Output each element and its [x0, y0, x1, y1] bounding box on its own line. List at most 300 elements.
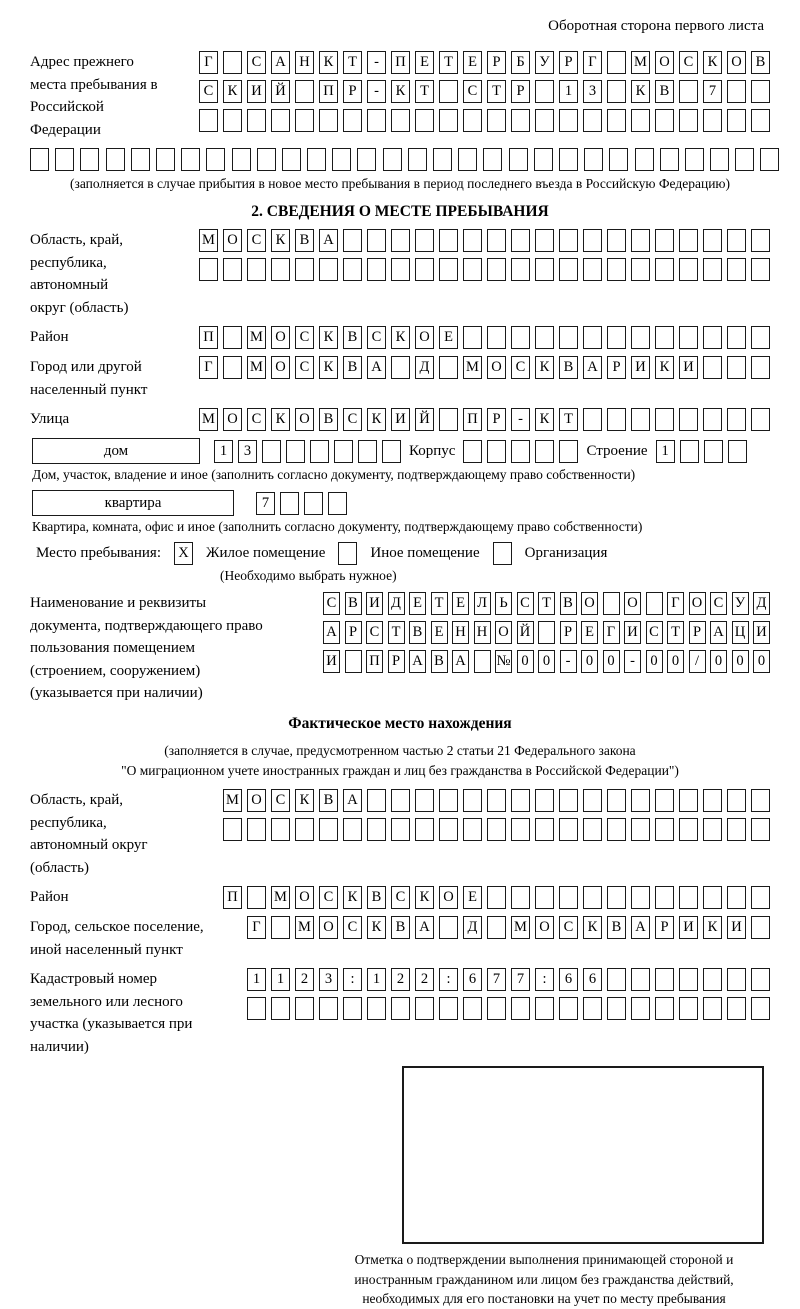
char-box[interactable]	[538, 621, 555, 644]
char-box[interactable]	[535, 997, 554, 1020]
char-box[interactable]	[607, 968, 626, 991]
char-box[interactable]	[631, 997, 650, 1020]
char-box[interactable]	[487, 886, 506, 909]
char-box[interactable]	[607, 109, 626, 132]
char-box[interactable]	[631, 326, 650, 349]
char-box[interactable]	[727, 229, 746, 252]
char-box[interactable]: X	[174, 542, 193, 565]
char-box[interactable]	[511, 258, 530, 281]
char-box[interactable]: Г	[199, 51, 218, 74]
char-box[interactable]	[703, 258, 722, 281]
char-box[interactable]	[343, 997, 362, 1020]
char-box[interactable]	[319, 109, 338, 132]
char-box[interactable]: С	[391, 886, 410, 909]
char-box[interactable]: С	[367, 326, 386, 349]
char-box[interactable]: 2	[415, 968, 434, 991]
checkbox-organization[interactable]	[493, 542, 512, 565]
char-box[interactable]	[727, 997, 746, 1020]
char-box[interactable]: Д	[388, 592, 405, 615]
char-box[interactable]	[735, 148, 754, 171]
char-box[interactable]: М	[511, 916, 530, 939]
char-box[interactable]	[607, 229, 626, 252]
char-box[interactable]: О	[247, 789, 266, 812]
char-box[interactable]: Б	[511, 51, 530, 74]
char-box[interactable]	[319, 997, 338, 1020]
char-box[interactable]: Н	[452, 621, 469, 644]
char-box[interactable]	[728, 440, 747, 463]
char-box[interactable]	[710, 148, 729, 171]
char-box[interactable]: К	[391, 80, 410, 103]
char-box[interactable]: Р	[559, 51, 578, 74]
char-box[interactable]: С	[271, 789, 290, 812]
char-box[interactable]: 0	[753, 650, 770, 673]
char-box[interactable]: О	[415, 326, 434, 349]
char-box[interactable]	[345, 650, 362, 673]
char-box[interactable]	[463, 789, 482, 812]
char-box[interactable]	[727, 326, 746, 349]
char-box[interactable]	[257, 148, 276, 171]
char-box[interactable]: М	[463, 356, 482, 379]
char-box[interactable]: О	[271, 326, 290, 349]
char-box[interactable]: Н	[474, 621, 491, 644]
char-box[interactable]: №	[495, 650, 512, 673]
char-box[interactable]	[415, 997, 434, 1020]
char-box[interactable]: О	[487, 356, 506, 379]
char-box[interactable]: Й	[415, 408, 434, 431]
char-box[interactable]	[703, 356, 722, 379]
char-box[interactable]: В	[409, 621, 426, 644]
char-box[interactable]: Е	[415, 51, 434, 74]
char-box[interactable]: К	[271, 229, 290, 252]
char-box[interactable]: С	[511, 356, 530, 379]
char-box[interactable]	[328, 492, 347, 515]
char-box[interactable]: Т	[439, 51, 458, 74]
char-box[interactable]: У	[535, 51, 554, 74]
char-box[interactable]: С	[559, 916, 578, 939]
char-box[interactable]	[679, 818, 698, 841]
checkbox-residential[interactable]	[174, 542, 193, 565]
char-box[interactable]	[607, 789, 626, 812]
char-box[interactable]	[679, 886, 698, 909]
char-box[interactable]	[439, 229, 458, 252]
char-box[interactable]: 0	[732, 650, 749, 673]
char-box[interactable]	[383, 148, 402, 171]
char-box[interactable]: П	[366, 650, 383, 673]
char-box[interactable]: О	[535, 916, 554, 939]
char-box[interactable]: Р	[343, 80, 362, 103]
char-box[interactable]: К	[535, 356, 554, 379]
char-box[interactable]: К	[583, 916, 602, 939]
char-box[interactable]: О	[581, 592, 598, 615]
char-box[interactable]: С	[323, 592, 340, 615]
char-box[interactable]	[439, 109, 458, 132]
char-box[interactable]	[703, 886, 722, 909]
char-box[interactable]	[751, 916, 770, 939]
char-box[interactable]: Д	[753, 592, 770, 615]
char-box[interactable]	[685, 148, 704, 171]
char-box[interactable]	[751, 789, 770, 812]
char-box[interactable]: И	[679, 916, 698, 939]
char-box[interactable]: 1	[656, 440, 675, 463]
char-box[interactable]: -	[624, 650, 641, 673]
char-box[interactable]: 1	[214, 440, 233, 463]
char-box[interactable]	[511, 789, 530, 812]
char-box[interactable]: Р	[655, 916, 674, 939]
char-box[interactable]: О	[271, 356, 290, 379]
char-box[interactable]	[703, 789, 722, 812]
char-box[interactable]	[463, 440, 482, 463]
char-box[interactable]	[607, 818, 626, 841]
char-box[interactable]	[751, 408, 770, 431]
char-box[interactable]	[535, 326, 554, 349]
char-box[interactable]	[358, 440, 377, 463]
char-box[interactable]	[511, 886, 530, 909]
char-box[interactable]	[487, 916, 506, 939]
char-box[interactable]: В	[431, 650, 448, 673]
char-box[interactable]	[223, 818, 242, 841]
char-box[interactable]: Й	[271, 80, 290, 103]
char-box[interactable]: 0	[517, 650, 534, 673]
char-box[interactable]	[271, 258, 290, 281]
char-box[interactable]	[559, 229, 578, 252]
char-box[interactable]	[559, 326, 578, 349]
char-box[interactable]: Г	[583, 51, 602, 74]
char-box[interactable]	[487, 789, 506, 812]
char-box[interactable]: Р	[511, 80, 530, 103]
char-box[interactable]: А	[271, 51, 290, 74]
char-box[interactable]	[307, 148, 326, 171]
char-box[interactable]	[679, 258, 698, 281]
char-box[interactable]: К	[655, 356, 674, 379]
char-box[interactable]: Е	[431, 621, 448, 644]
char-box[interactable]	[332, 148, 351, 171]
char-box[interactable]: А	[452, 650, 469, 673]
char-box[interactable]	[415, 229, 434, 252]
char-box[interactable]: П	[463, 408, 482, 431]
char-box[interactable]	[727, 818, 746, 841]
char-box[interactable]: Р	[560, 621, 577, 644]
char-box[interactable]	[439, 258, 458, 281]
char-box[interactable]	[607, 326, 626, 349]
char-box[interactable]: 0	[538, 650, 555, 673]
char-box[interactable]	[559, 440, 578, 463]
char-box[interactable]: О	[223, 408, 242, 431]
char-box[interactable]: К	[391, 326, 410, 349]
char-box[interactable]	[583, 789, 602, 812]
char-box[interactable]	[607, 258, 626, 281]
char-box[interactable]: Р	[689, 621, 706, 644]
char-box[interactable]	[463, 109, 482, 132]
char-box[interactable]: В	[560, 592, 577, 615]
char-box[interactable]: 7	[511, 968, 530, 991]
char-box[interactable]: В	[655, 80, 674, 103]
char-box[interactable]: П	[223, 886, 242, 909]
char-box[interactable]: 6	[583, 968, 602, 991]
char-box[interactable]	[751, 886, 770, 909]
char-box[interactable]	[357, 148, 376, 171]
char-box[interactable]: Т	[388, 621, 405, 644]
char-box[interactable]: П	[199, 326, 218, 349]
char-box[interactable]	[487, 109, 506, 132]
char-box[interactable]: К	[535, 408, 554, 431]
char-box[interactable]	[334, 440, 353, 463]
char-box[interactable]	[646, 592, 663, 615]
char-box[interactable]: С	[366, 621, 383, 644]
char-box[interactable]	[199, 258, 218, 281]
char-box[interactable]	[367, 997, 386, 1020]
char-box[interactable]	[271, 916, 290, 939]
char-box[interactable]	[607, 51, 626, 74]
char-box[interactable]: А	[319, 229, 338, 252]
char-box[interactable]	[511, 440, 530, 463]
char-box[interactable]: :	[535, 968, 554, 991]
char-box[interactable]: А	[710, 621, 727, 644]
char-box[interactable]: 1	[367, 968, 386, 991]
char-box[interactable]	[583, 886, 602, 909]
char-box[interactable]: К	[319, 51, 338, 74]
char-box[interactable]	[679, 229, 698, 252]
char-box[interactable]: Т	[667, 621, 684, 644]
char-box[interactable]	[727, 408, 746, 431]
char-box[interactable]	[382, 440, 401, 463]
char-box[interactable]	[474, 650, 491, 673]
char-box[interactable]: Т	[538, 592, 555, 615]
char-box[interactable]	[156, 148, 175, 171]
char-box[interactable]: 2	[391, 968, 410, 991]
char-box[interactable]: Е	[409, 592, 426, 615]
char-box[interactable]: К	[319, 326, 338, 349]
char-box[interactable]	[206, 148, 225, 171]
char-box[interactable]: А	[323, 621, 340, 644]
char-box[interactable]	[703, 997, 722, 1020]
char-box[interactable]: И	[624, 621, 641, 644]
char-box[interactable]	[727, 109, 746, 132]
char-box[interactable]	[391, 997, 410, 1020]
char-box[interactable]	[247, 818, 266, 841]
char-box[interactable]	[511, 818, 530, 841]
char-box[interactable]: С	[343, 408, 362, 431]
char-box[interactable]	[509, 148, 528, 171]
char-box[interactable]: -	[511, 408, 530, 431]
char-box[interactable]	[181, 148, 200, 171]
char-box[interactable]	[493, 542, 512, 565]
char-box[interactable]: 3	[319, 968, 338, 991]
char-box[interactable]	[415, 258, 434, 281]
char-box[interactable]	[655, 109, 674, 132]
char-box[interactable]	[367, 258, 386, 281]
char-box[interactable]	[439, 408, 458, 431]
char-box[interactable]: К	[415, 886, 434, 909]
char-box[interactable]	[751, 356, 770, 379]
char-box[interactable]	[408, 148, 427, 171]
char-box[interactable]	[439, 997, 458, 1020]
char-box[interactable]: Т	[431, 592, 448, 615]
char-box[interactable]	[727, 356, 746, 379]
char-box[interactable]: -	[367, 80, 386, 103]
char-box[interactable]	[295, 80, 314, 103]
char-box[interactable]: 3	[238, 440, 257, 463]
char-box[interactable]: Ц	[732, 621, 749, 644]
char-box[interactable]: Р	[345, 621, 362, 644]
char-box[interactable]: К	[703, 916, 722, 939]
char-box[interactable]	[106, 148, 125, 171]
char-box[interactable]	[751, 109, 770, 132]
char-box[interactable]: 6	[559, 968, 578, 991]
char-box[interactable]: К	[631, 80, 650, 103]
char-box[interactable]: С	[247, 408, 266, 431]
char-box[interactable]: Л	[474, 592, 491, 615]
char-box[interactable]	[534, 148, 553, 171]
char-box[interactable]: С	[247, 229, 266, 252]
char-box[interactable]	[727, 886, 746, 909]
char-box[interactable]: А	[631, 916, 650, 939]
char-box[interactable]	[247, 886, 266, 909]
char-box[interactable]: В	[319, 408, 338, 431]
char-box[interactable]: И	[366, 592, 383, 615]
char-box[interactable]	[343, 109, 362, 132]
char-box[interactable]: Р	[487, 51, 506, 74]
char-box[interactable]	[391, 789, 410, 812]
char-box[interactable]: 6	[463, 968, 482, 991]
char-box[interactable]: С	[710, 592, 727, 615]
char-box[interactable]: Р	[607, 356, 626, 379]
char-box[interactable]	[609, 148, 628, 171]
char-box[interactable]	[607, 80, 626, 103]
char-box[interactable]: М	[271, 886, 290, 909]
char-box[interactable]: Р	[388, 650, 405, 673]
char-box[interactable]: С	[343, 916, 362, 939]
char-box[interactable]	[271, 997, 290, 1020]
char-box[interactable]	[286, 440, 305, 463]
char-box[interactable]	[391, 258, 410, 281]
char-box[interactable]: С	[247, 51, 266, 74]
char-box[interactable]: В	[367, 886, 386, 909]
char-box[interactable]: М	[631, 51, 650, 74]
char-box[interactable]: В	[751, 51, 770, 74]
char-box[interactable]: К	[319, 356, 338, 379]
char-box[interactable]	[751, 80, 770, 103]
char-box[interactable]: С	[463, 80, 482, 103]
char-box[interactable]: И	[247, 80, 266, 103]
char-box[interactable]	[487, 258, 506, 281]
char-box[interactable]	[751, 968, 770, 991]
char-box[interactable]	[607, 997, 626, 1020]
char-box[interactable]: 7	[703, 80, 722, 103]
char-box[interactable]: Н	[295, 51, 314, 74]
char-box[interactable]: П	[319, 80, 338, 103]
char-box[interactable]: 0	[603, 650, 620, 673]
char-box[interactable]	[433, 148, 452, 171]
char-box[interactable]	[343, 229, 362, 252]
char-box[interactable]	[631, 968, 650, 991]
char-box[interactable]	[679, 789, 698, 812]
char-box[interactable]	[631, 109, 650, 132]
char-box[interactable]	[463, 326, 482, 349]
char-box[interactable]	[30, 148, 49, 171]
char-box[interactable]	[415, 789, 434, 812]
char-box[interactable]: С	[295, 356, 314, 379]
char-box[interactable]: Е	[463, 51, 482, 74]
char-box[interactable]	[583, 408, 602, 431]
char-box[interactable]	[535, 258, 554, 281]
char-box[interactable]	[223, 109, 242, 132]
char-box[interactable]	[583, 997, 602, 1020]
char-box[interactable]: О	[689, 592, 706, 615]
char-box[interactable]: А	[415, 916, 434, 939]
char-box[interactable]: -	[367, 51, 386, 74]
char-box[interactable]: И	[679, 356, 698, 379]
char-box[interactable]: Т	[415, 80, 434, 103]
char-box[interactable]	[487, 997, 506, 1020]
char-box[interactable]: М	[247, 326, 266, 349]
char-box[interactable]	[131, 148, 150, 171]
char-box[interactable]	[727, 789, 746, 812]
char-box[interactable]: С	[295, 326, 314, 349]
char-box[interactable]	[295, 818, 314, 841]
char-box[interactable]	[535, 109, 554, 132]
char-box[interactable]: /	[689, 650, 706, 673]
char-box[interactable]	[655, 997, 674, 1020]
char-box[interactable]: А	[367, 356, 386, 379]
char-box[interactable]	[338, 542, 357, 565]
char-box[interactable]	[319, 818, 338, 841]
char-box[interactable]	[679, 408, 698, 431]
char-box[interactable]: В	[345, 592, 362, 615]
char-box[interactable]	[703, 326, 722, 349]
char-box[interactable]	[751, 229, 770, 252]
char-box[interactable]	[295, 109, 314, 132]
char-box[interactable]	[679, 80, 698, 103]
char-box[interactable]: В	[319, 789, 338, 812]
char-box[interactable]	[458, 148, 477, 171]
char-box[interactable]	[535, 80, 554, 103]
char-box[interactable]: В	[559, 356, 578, 379]
char-box[interactable]	[535, 886, 554, 909]
char-box[interactable]	[583, 326, 602, 349]
char-box[interactable]	[679, 326, 698, 349]
char-box[interactable]	[223, 326, 242, 349]
char-box[interactable]	[199, 109, 218, 132]
char-box[interactable]: Й	[517, 621, 534, 644]
char-box[interactable]	[704, 440, 723, 463]
char-box[interactable]	[439, 80, 458, 103]
char-box[interactable]: 3	[583, 80, 602, 103]
char-box[interactable]	[631, 789, 650, 812]
char-box[interactable]	[247, 258, 266, 281]
char-box[interactable]: :	[343, 968, 362, 991]
char-box[interactable]	[631, 229, 650, 252]
char-box[interactable]	[319, 258, 338, 281]
char-box[interactable]	[271, 109, 290, 132]
char-box[interactable]	[703, 109, 722, 132]
char-box[interactable]: -	[560, 650, 577, 673]
char-box[interactable]: Е	[452, 592, 469, 615]
char-box[interactable]	[367, 818, 386, 841]
char-box[interactable]	[511, 109, 530, 132]
char-box[interactable]	[655, 408, 674, 431]
char-box[interactable]	[559, 789, 578, 812]
char-box[interactable]: Г	[247, 916, 266, 939]
char-box[interactable]	[391, 356, 410, 379]
char-box[interactable]	[703, 408, 722, 431]
char-box[interactable]: 0	[710, 650, 727, 673]
char-box[interactable]: И	[753, 621, 770, 644]
char-box[interactable]	[727, 258, 746, 281]
char-box[interactable]	[310, 440, 329, 463]
char-box[interactable]: А	[343, 789, 362, 812]
char-box[interactable]	[232, 148, 251, 171]
char-box[interactable]	[655, 789, 674, 812]
